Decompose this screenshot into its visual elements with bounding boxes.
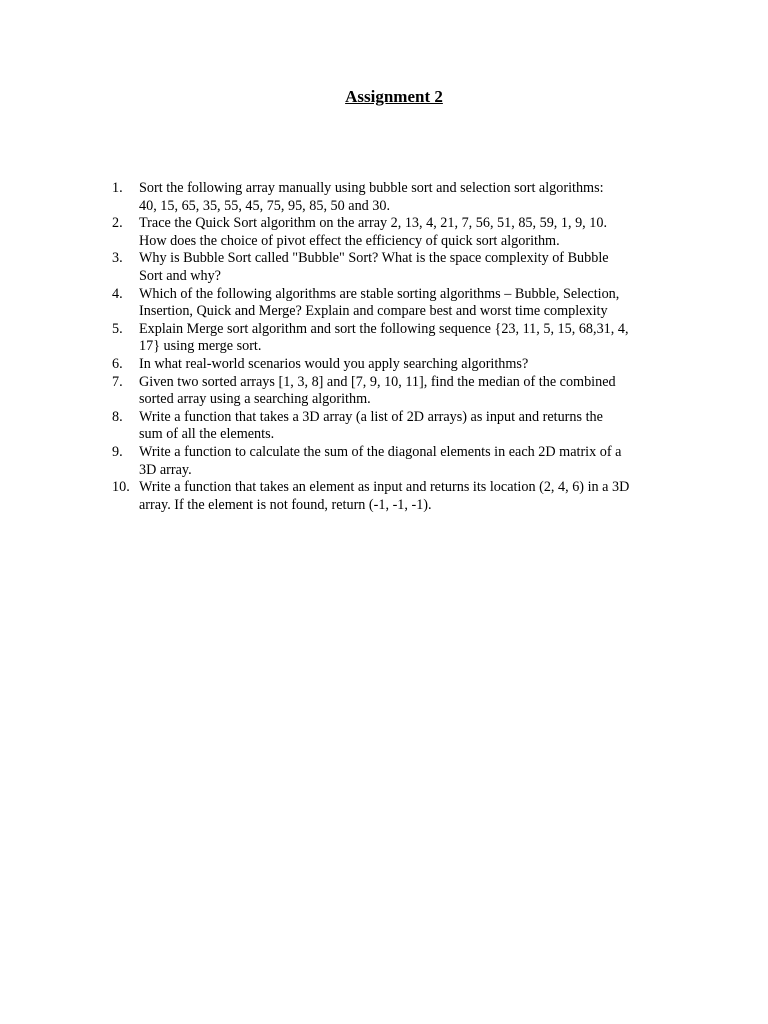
- question-number: 5.: [112, 320, 123, 337]
- document-title: Assignment 2: [345, 87, 443, 106]
- question-number: 2.: [112, 215, 123, 232]
- question-item: [112, 409, 682, 444]
- question-text: Write a function that takes a 3D array (a list of 2D arrays) as input and returns the sum of all the elements.: [139, 408, 603, 443]
- question-item: [112, 215, 682, 250]
- question-item: [112, 374, 682, 409]
- question-list: [112, 180, 682, 514]
- question-text: In what real-world scenarios would you apply searching algorithms?: [139, 355, 529, 372]
- question-item: [112, 180, 682, 215]
- question-item: [112, 250, 682, 285]
- question-number: 6.: [112, 355, 123, 372]
- question-number: 8.: [112, 408, 123, 425]
- question-number: 3.: [112, 250, 123, 267]
- question-text: Write a function that takes an element as input and returns its location (2, 4, 6) in a 3D array. If the element is not found, return (-1, -1, -1).: [139, 479, 630, 513]
- question-number: 4.: [112, 285, 123, 302]
- question-text: Why is Bubble Sort called "Bubble" Sort? What is the space complexity of Bubble Sort and why?: [139, 250, 609, 284]
- question-text: Given two sorted arrays [1, 3, 8] and [7, 9, 10, 11], find the median of the combined sorted array using a searching algorithm.: [139, 373, 616, 408]
- question-item: [112, 479, 682, 514]
- question-item: [112, 286, 682, 321]
- question-text: Explain Merge sort algorithm and sort the following sequence {23, 11, 5, 15, 68,31, 4, 17} using merge sort.: [139, 320, 629, 355]
- question-item: [112, 444, 682, 479]
- question-item: [112, 356, 682, 374]
- question-text: Sort the following array manually using bubble sort and selection sort algorithms: 40, 15, 65, 35, 55, 45, 75, 95, 85, 50 and 30.: [139, 180, 604, 214]
- question-number: 9.: [112, 443, 123, 460]
- question-number: 7.: [112, 373, 123, 390]
- question-item: [112, 321, 682, 356]
- question-text: Trace the Quick Sort algorithm on the array 2, 13, 4, 21, 7, 56, 51, 85, 59, 1, 9, 10. How does the choice of pivot effect the efficiency of quick sort algorithm.: [139, 215, 607, 249]
- question-number: 10.: [112, 479, 130, 496]
- question-text: Which of the following algorithms are stable sorting algorithms – Bubble, Selection, Insertion, Quick and Merge? Explain and compare best and worst time complexity: [139, 285, 620, 320]
- question-text: Write a function to calculate the sum of the diagonal elements in each 2D matrix of a 3D array.: [139, 443, 622, 478]
- question-number: 1.: [112, 180, 123, 196]
